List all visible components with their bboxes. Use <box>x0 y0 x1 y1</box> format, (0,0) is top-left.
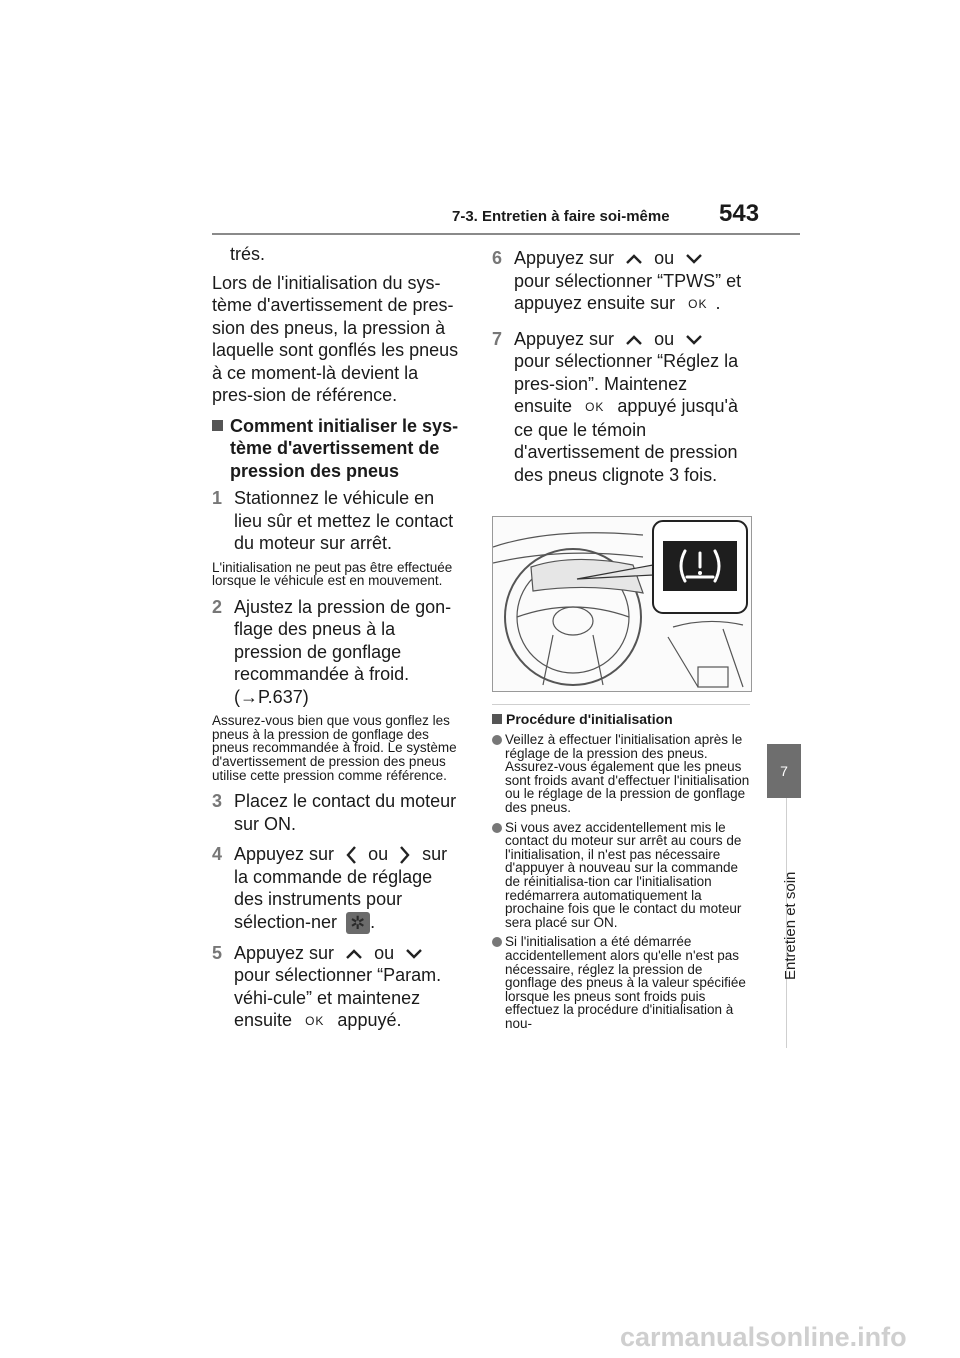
step-7 <box>492 328 742 487</box>
section-title: 7-3. Entretien à faire soi-même <box>452 208 670 225</box>
step-text: . <box>370 911 376 932</box>
step-number: 7 <box>492 328 503 349</box>
step-number: 2 <box>212 596 223 617</box>
heading-square-icon <box>212 420 223 431</box>
step-text: pour sélectionner “Param. véhi-cule” et maintenez ensuite <box>234 965 442 1031</box>
chapter-label-text: Entretien et soin <box>782 871 799 980</box>
step-text: Appuyez sur <box>234 844 335 865</box>
step-text: . <box>715 293 721 313</box>
step-number: 5 <box>212 942 223 963</box>
step-text: appuyé. <box>337 1010 402 1031</box>
step-text: Appuyez sur <box>234 942 335 963</box>
left-column <box>212 243 464 1033</box>
note-1: L'initialisation ne peut pas être effectuée lorsque le véhicule est en mouvement. <box>212 559 453 589</box>
chapter-number: 7 <box>780 763 788 779</box>
continued-text: trés. <box>230 244 266 264</box>
bullet-text: Si vous avez accidentellement mis le contact du moteur sur arrêt au cours de l'initialisation, il n'est pas nécessaire d'appuyer à nouveau sur la commande de réinitialisa-tion car l'initialisation redémarrera automatiquement la prochaine fois que le contact du moteur sera placé sur ON. <box>505 819 742 930</box>
page-number: 543 <box>719 200 760 227</box>
step-number: 6 <box>492 248 503 268</box>
figure-divider <box>492 704 750 705</box>
chevron-down-icon <box>685 253 703 265</box>
ok-button-icon: OK <box>585 400 605 414</box>
step-text: Stationnez le véhicule en lieu sûr et mettez le contact du moteur sur arrêt. <box>234 488 454 553</box>
chevron-left-icon <box>345 845 357 865</box>
header-divider <box>212 233 800 235</box>
or-text: ou <box>654 328 675 349</box>
or-text: ou <box>374 942 395 963</box>
step-6 <box>492 247 742 316</box>
intro-paragraph: Lors de l'initialisation du sys-tème d'avertissement de pres-sion des pneus, la pression à laquelle sont gonflés les pneus à ce moment-là devient la pres-sion de référence. <box>212 272 459 405</box>
settings-gear-icon <box>346 912 370 934</box>
or-text: ou <box>368 844 389 865</box>
bullet-icon <box>492 937 502 947</box>
note-bullet <box>492 821 752 930</box>
step-text: Appuyez sur <box>514 248 615 268</box>
chevron-right-icon <box>399 845 411 865</box>
note-bullet <box>492 935 752 1030</box>
section-heading-text: Comment initialiser le sys-tème d'avertissement de pression des pneus <box>230 415 459 481</box>
step-1 <box>212 487 464 555</box>
chapter-tab <box>767 744 801 798</box>
ok-button-icon: OK <box>688 297 708 311</box>
step-number: 1 <box>212 488 223 508</box>
heading-square-icon <box>492 714 502 724</box>
procedure-heading-text: Procédure d'initialisation <box>506 711 673 727</box>
step-text: sur la commande de réglage des instruments pour sélection-ner <box>234 844 448 932</box>
ok-button-icon: OK <box>305 1014 325 1029</box>
bullet-icon <box>492 735 502 745</box>
step-text: appuyé jusqu'à ce que le témoin d'avertissement de pression des pneus clignote 3 fois. <box>514 396 738 485</box>
step-2 <box>212 596 464 709</box>
chapter-label <box>766 810 800 980</box>
chevron-down-icon <box>685 334 703 346</box>
step-text: Appuyez sur <box>514 328 615 349</box>
chevron-down-icon <box>405 948 423 960</box>
bullet-text: Veillez à effectuer l'initialisation après le réglage de la pression des pneus. <box>505 732 743 761</box>
chevron-up-icon <box>345 948 363 960</box>
bullet-icon <box>492 823 502 833</box>
bullet-text: Si l'initialisation a été démarrée accidentellement alors qu'elle n'est pas nécessaire, réglez la pression de gonflage des pneus à la valeur spécifiée lorsque les pneus sont froids puis effectuez la procédure d'initialisation à nou- <box>505 934 746 1031</box>
step-number: 3 <box>212 791 223 812</box>
chevron-up-icon <box>625 253 643 265</box>
note-bullet <box>492 733 752 815</box>
step-text: Placez le contact du moteur sur ON. <box>234 791 457 834</box>
step-number: 4 <box>212 844 223 865</box>
procedure-heading <box>492 711 752 727</box>
initialization-notes <box>492 711 752 1030</box>
or-text: ou <box>654 248 675 268</box>
note-2: Assurez-vous bien que vous gonflez les pneus à la pression de gonflage des pneus recommandée à froid. Le système d'avertissement de pression des pneus utilise cette pression comme référence. <box>212 713 457 783</box>
dashboard-illustration <box>492 516 752 692</box>
step-text: pour sélectionner “Réglez la pres-sion”. Maintenez ensuite <box>514 351 739 416</box>
step-3 <box>212 790 464 835</box>
step-text: pour sélectionner “TPWS” et appuyez ensuite sur <box>514 270 742 313</box>
section-heading <box>212 415 464 483</box>
step-text: Ajustez la pression de gon-flage des pneus à la pression de gonflage recommandée à froid. (→P.637) <box>234 596 452 707</box>
chevron-up-icon <box>625 334 643 346</box>
bullet-text: Assurez-vous également que les pneus sont froids avant d'effectuer l'initialisation ou le réglage de la pression de gonflage des pneus. <box>505 759 750 815</box>
dashboard-drawing <box>493 517 751 691</box>
step-5 <box>212 942 464 1033</box>
watermark: carmanualsonline.info <box>620 1322 907 1352</box>
right-column <box>492 247 742 486</box>
step-4 <box>212 843 464 934</box>
